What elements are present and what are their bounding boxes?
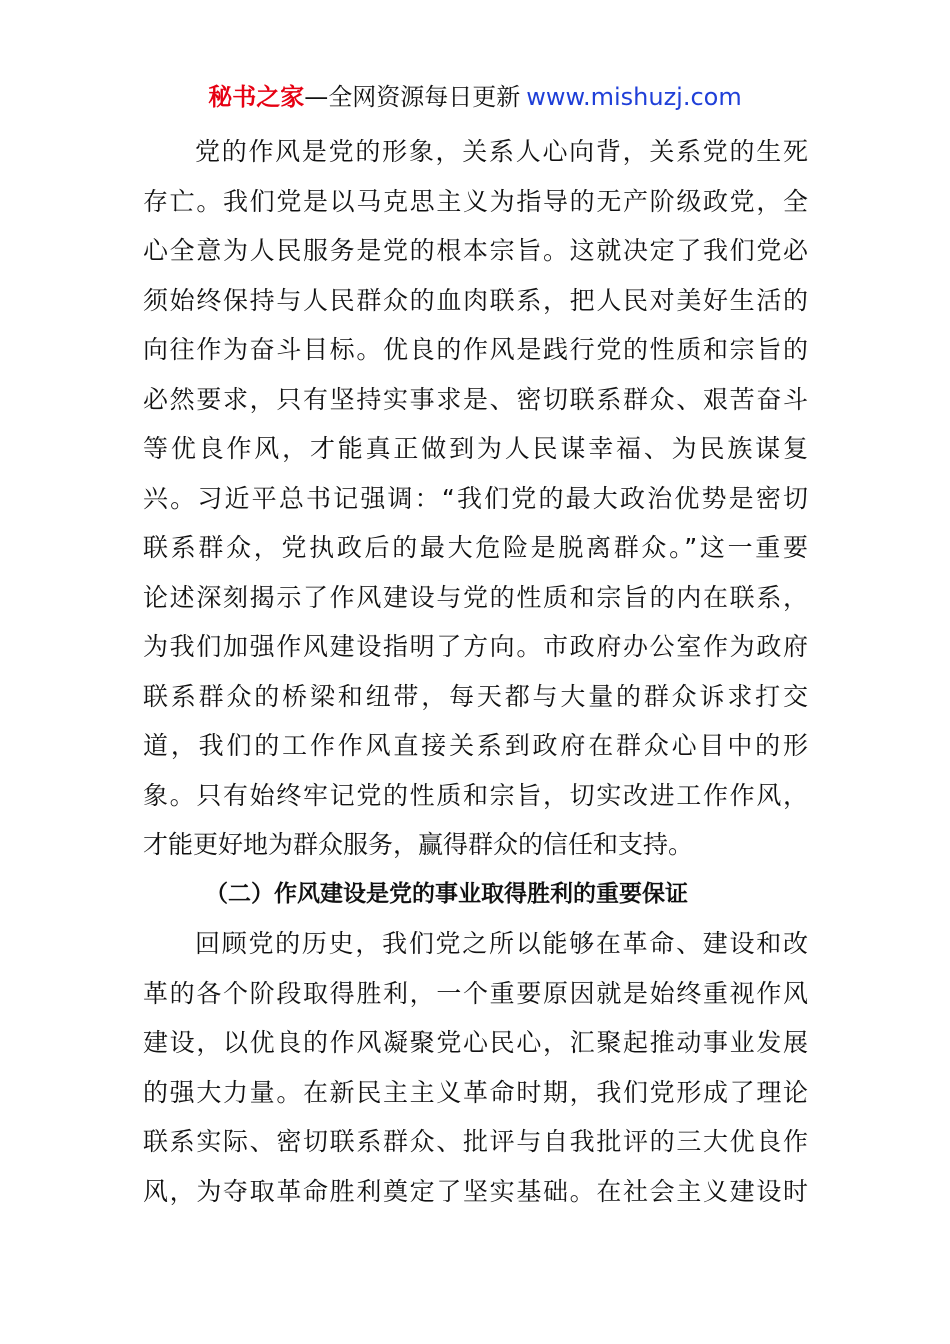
document-body <box>143 127 808 1216</box>
site-brand: 秘书之家 <box>208 83 305 111</box>
text-line: 兴。习近平总书记强调：“我们党的最大政治优势是密切 <box>143 483 808 513</box>
text-line: 联系实际、密切联系群众、批评与自我批评的三大优良作 <box>143 1127 808 1156</box>
text-line: 等优良作风，才能真正做到为人民谋幸福、为民族谋复 <box>143 434 808 463</box>
site-url-link[interactable]: www.mishuzj.com <box>526 83 742 111</box>
text-line: 存亡。我们党是以马克思主义为指导的无产阶级政党，全 <box>143 186 808 216</box>
text-line: 必然要求，只有坚持实事求是、密切联系群众、艰苦奋斗 <box>143 384 808 414</box>
paragraph-2 <box>143 919 808 1216</box>
text-line: 党的作风是党的形象，关系人心向背，关系党的生死 <box>195 137 808 166</box>
section-heading: （二）作风建设是党的事业取得胜利的重要保证 <box>205 880 688 907</box>
text-line: 须始终保持与人民群众的血肉联系，把人民对美好生活的 <box>143 285 808 315</box>
text-line: 革的各个阶段取得胜利，一个重要原因就是始终重视作风 <box>143 978 808 1008</box>
text-line: 建设，以优良的作风凝聚党心民心，汇聚起推动事业发展 <box>143 1028 808 1057</box>
site-header <box>0 80 950 114</box>
text-line: 风，为夺取革命胜利奠定了坚实基础。在社会主义建设时 <box>143 1176 808 1206</box>
text-line: 道，我们的工作作风直接关系到政府在群众心目中的形 <box>143 731 808 760</box>
text-line: 才能更好地为群众服务，赢得群众的信任和支持。 <box>143 830 694 859</box>
paragraph-1 <box>143 127 808 870</box>
text-line: 心全意为人民服务是党的根本宗旨。这就决定了我们党必 <box>143 236 808 265</box>
text-line: 象。只有始终牢记党的性质和宗旨，切实改进工作作风， <box>143 780 808 810</box>
text-line: 的强大力量。在新民主主义革命时期，我们党形成了理论 <box>143 1077 808 1107</box>
text-line: 向往作为奋斗目标。优良的作风是践行党的性质和宗旨的 <box>143 335 808 364</box>
text-line: 联系群众，党执政后的最大危险是脱离群众。”这一重要 <box>143 533 808 562</box>
text-line: 回顾党的历史，我们党之所以能够在革命、建设和改 <box>195 929 808 958</box>
text-line: 联系群众的桥梁和纽带，每天都与大量的群众诉求打交 <box>143 681 808 711</box>
text-line: 论述深刻揭示了作风建设与党的性质和宗旨的内在联系， <box>143 582 808 612</box>
site-tagline: —全网资源每日更新 <box>304 83 521 111</box>
text-line: 为我们加强作风建设指明了方向。市政府办公室作为政府 <box>143 632 808 661</box>
